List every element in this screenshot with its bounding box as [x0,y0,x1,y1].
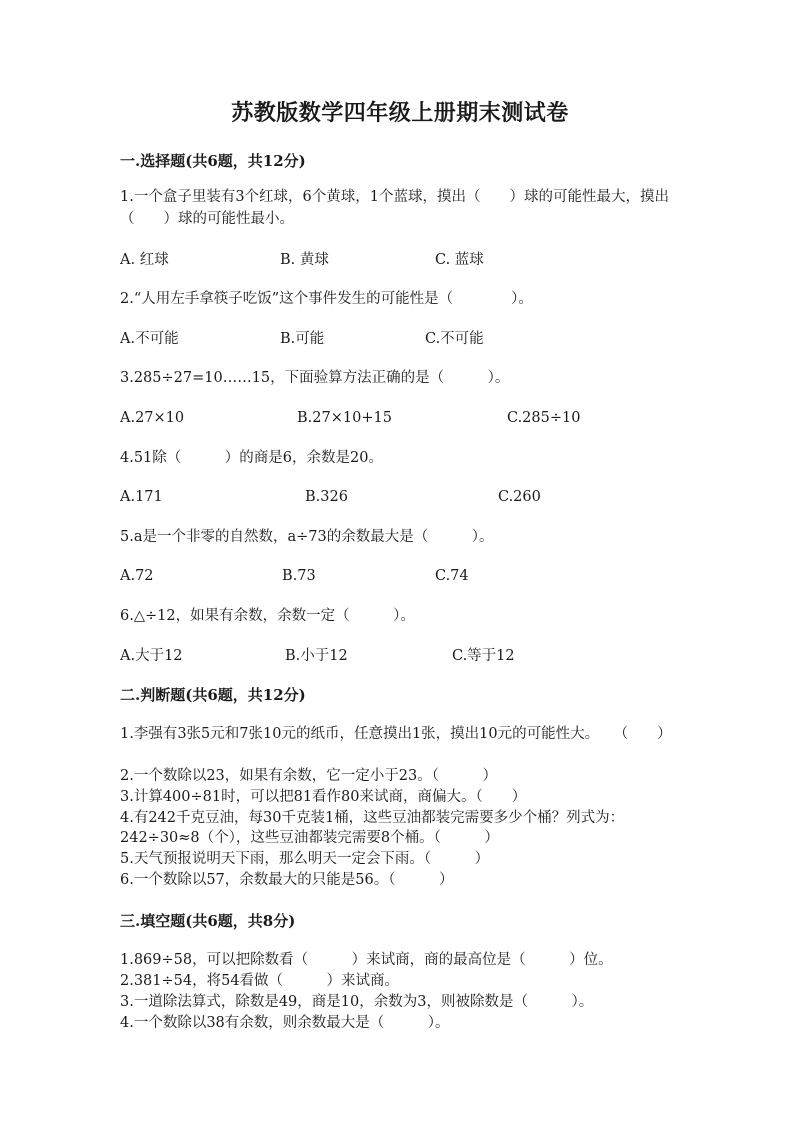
option-a: A.不可能 [120,331,179,347]
fill-item: 2.381÷54，将54看做（ ）来试商。 [120,973,400,989]
option-a: A.大于12 [120,648,183,664]
option-c: C.等于12 [452,648,515,664]
page-title: 苏教版数学四年级上册期末测试卷 [231,100,569,126]
question-text: 2.“人用左手拿筷子吃饭”这个事件发生的可能性是（ ）。 [120,291,533,307]
option-b: B.小于12 [285,648,348,664]
option-c: C.260 [498,489,541,505]
option-c: C.285÷10 [507,410,581,426]
judge-item: 2.一个数除以23，如果有余数，它一定小于23。（ ） [120,768,497,784]
option-c: C. 蓝球 [435,252,484,268]
section-heading-fill: 三.填空题(共6题，共8分) [120,912,296,930]
judge-item: 1.李强有3张5元和7张10元的纸币，任意摸出1张，摸出10元的可能性大。 （ ） [120,726,672,742]
option-a: A.72 [120,568,154,584]
option-a: A.171 [120,489,163,505]
option-b: B.可能 [280,331,325,347]
option-b: B.73 [282,568,316,584]
option-b: B.27×10+15 [297,410,392,426]
judge-item: 3.计算400÷81时，可以把81看作80来试商，商偏大。（ ） [120,789,527,805]
section-heading-judge: 二.判断题(共6题，共12分) [120,686,306,704]
fill-item: 1.869÷58，可以把除数看（ ）来试商，商的最高位是（ ）位。 [120,952,613,968]
judge-item: 5.天气预报说明天下雨，那么明天一定会下雨。（ ） [120,851,490,867]
question-text: 4.51除（ ）的商是6，余数是20。 [120,450,383,466]
question-text: 6.△÷12，如果有余数，余数一定（ ）。 [120,608,415,624]
section-heading-choice: 一.选择题(共6题，共12分) [120,152,306,170]
judge-item: 6.一个数除以57，余数最大的只能是56。（ ） [120,872,454,888]
question-text: 3.285÷27=10……15，下面验算方法正确的是（ ）。 [120,370,510,386]
option-c: C.不可能 [425,331,484,347]
option-c: C.74 [435,568,469,584]
question-text: 1.一个盒子里装有3个红球，6个黄球，1个蓝球，摸出（ ）球的可能性最大，摸出（ ）球的可能性最小。 [120,189,670,227]
fill-item: 3.一道除法算式，除数是49，商是10，余数为3，则被除数是（ ）。 [120,994,594,1010]
question-text: 5.a是一个非零的自然数，a÷73的余数最大是（ ）。 [120,529,494,545]
option-b: B. 黄球 [280,252,329,268]
option-a: A. 红球 [120,252,169,268]
fill-item: 4.一个数除以38有余数，则余数最大是（ ）。 [120,1015,450,1031]
option-b: B.326 [305,489,348,505]
option-a: A.27×10 [120,410,185,426]
judge-item: 4.有242千克豆油，每30千克装1桶，这些豆油都装完需要多少个桶？列式为：242÷30≈8（个），这些豆油都装完需要8个桶。（ ） [120,810,625,846]
